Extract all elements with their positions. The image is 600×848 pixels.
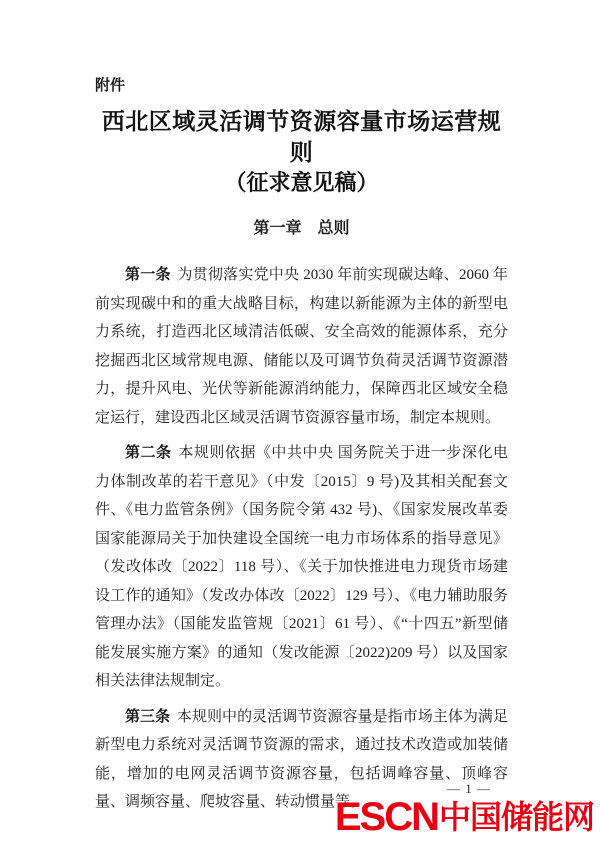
attachment-label: 附件 <box>95 77 126 94</box>
article-2-text: 本规则依据《中共中央 国务院关于进一步深化电力体制改革的若干意见》（中发〔2015〕9 号)及其相关配套文件、《电力监管条例》（国务院令第 432 号)、《国家发展改革委 国家能源局关于加快建设全国统一电力市场体系的指导意见》（发改体改〔2022〕118 号）、《关于加快推进电力现货市场建设工作的通知》（发改办体改〔2022〕129 号）、《电力辅助服务管理办法》（国能发监管规〔2021〕61 号）、《“十四五”新型储能发展实施方案》的通知（发改能源〔2022)209 号）以及国家相关法律法规制定。 <box>95 445 508 689</box>
article-3-label: 第三条 <box>125 707 171 725</box>
page-number: — 1 — <box>447 781 491 796</box>
escn-logo-en-text: ESCN <box>334 795 438 839</box>
article-2-label: 第二条 <box>125 444 172 461</box>
article-1-text: 为贯彻落实党中央 2030 年前实现碳达峰、2060 年前实现碳中和的重大战略目标，构建以新能源为主体的新型电力系统，打造西北区域清洁低碳、安全高效的能源体系，充分挖掘西北区域常规电源、储能以及可调节负荷灵活调节资源潜力，提升风电、光伏等新能源消纳能力，保障西北区域安全稳定运行，建设西北区域灵活调节资源容量市场，制定本规则。 <box>95 267 508 426</box>
article-1-label: 第一条 <box>125 266 171 283</box>
article-paragraph-2 <box>95 439 508 696</box>
document-page <box>95 0 508 848</box>
escn-watermark-logo <box>335 796 594 838</box>
article-paragraph-1 <box>95 261 508 432</box>
article-3-text: 本规则中的灵活调节资源容量是指市场主体为满足新型电力系统对灵活调节资源的需求，通过技术改造或加装储能，增加的电网灵活调节资源容量，包括调峰容量、顶峰容量、调频容量、爬坡容量、转动惯量等。 <box>95 708 508 810</box>
document-title: 西北区域灵活调节资源容量市场运营规则 <box>101 109 502 165</box>
escn-logo-cn-text: 中国储能网 <box>438 799 594 835</box>
document-subtitle: （征求意见稿） <box>224 170 379 195</box>
document-body <box>95 261 508 817</box>
chapter-heading: 第一章 总则 <box>253 220 350 237</box>
